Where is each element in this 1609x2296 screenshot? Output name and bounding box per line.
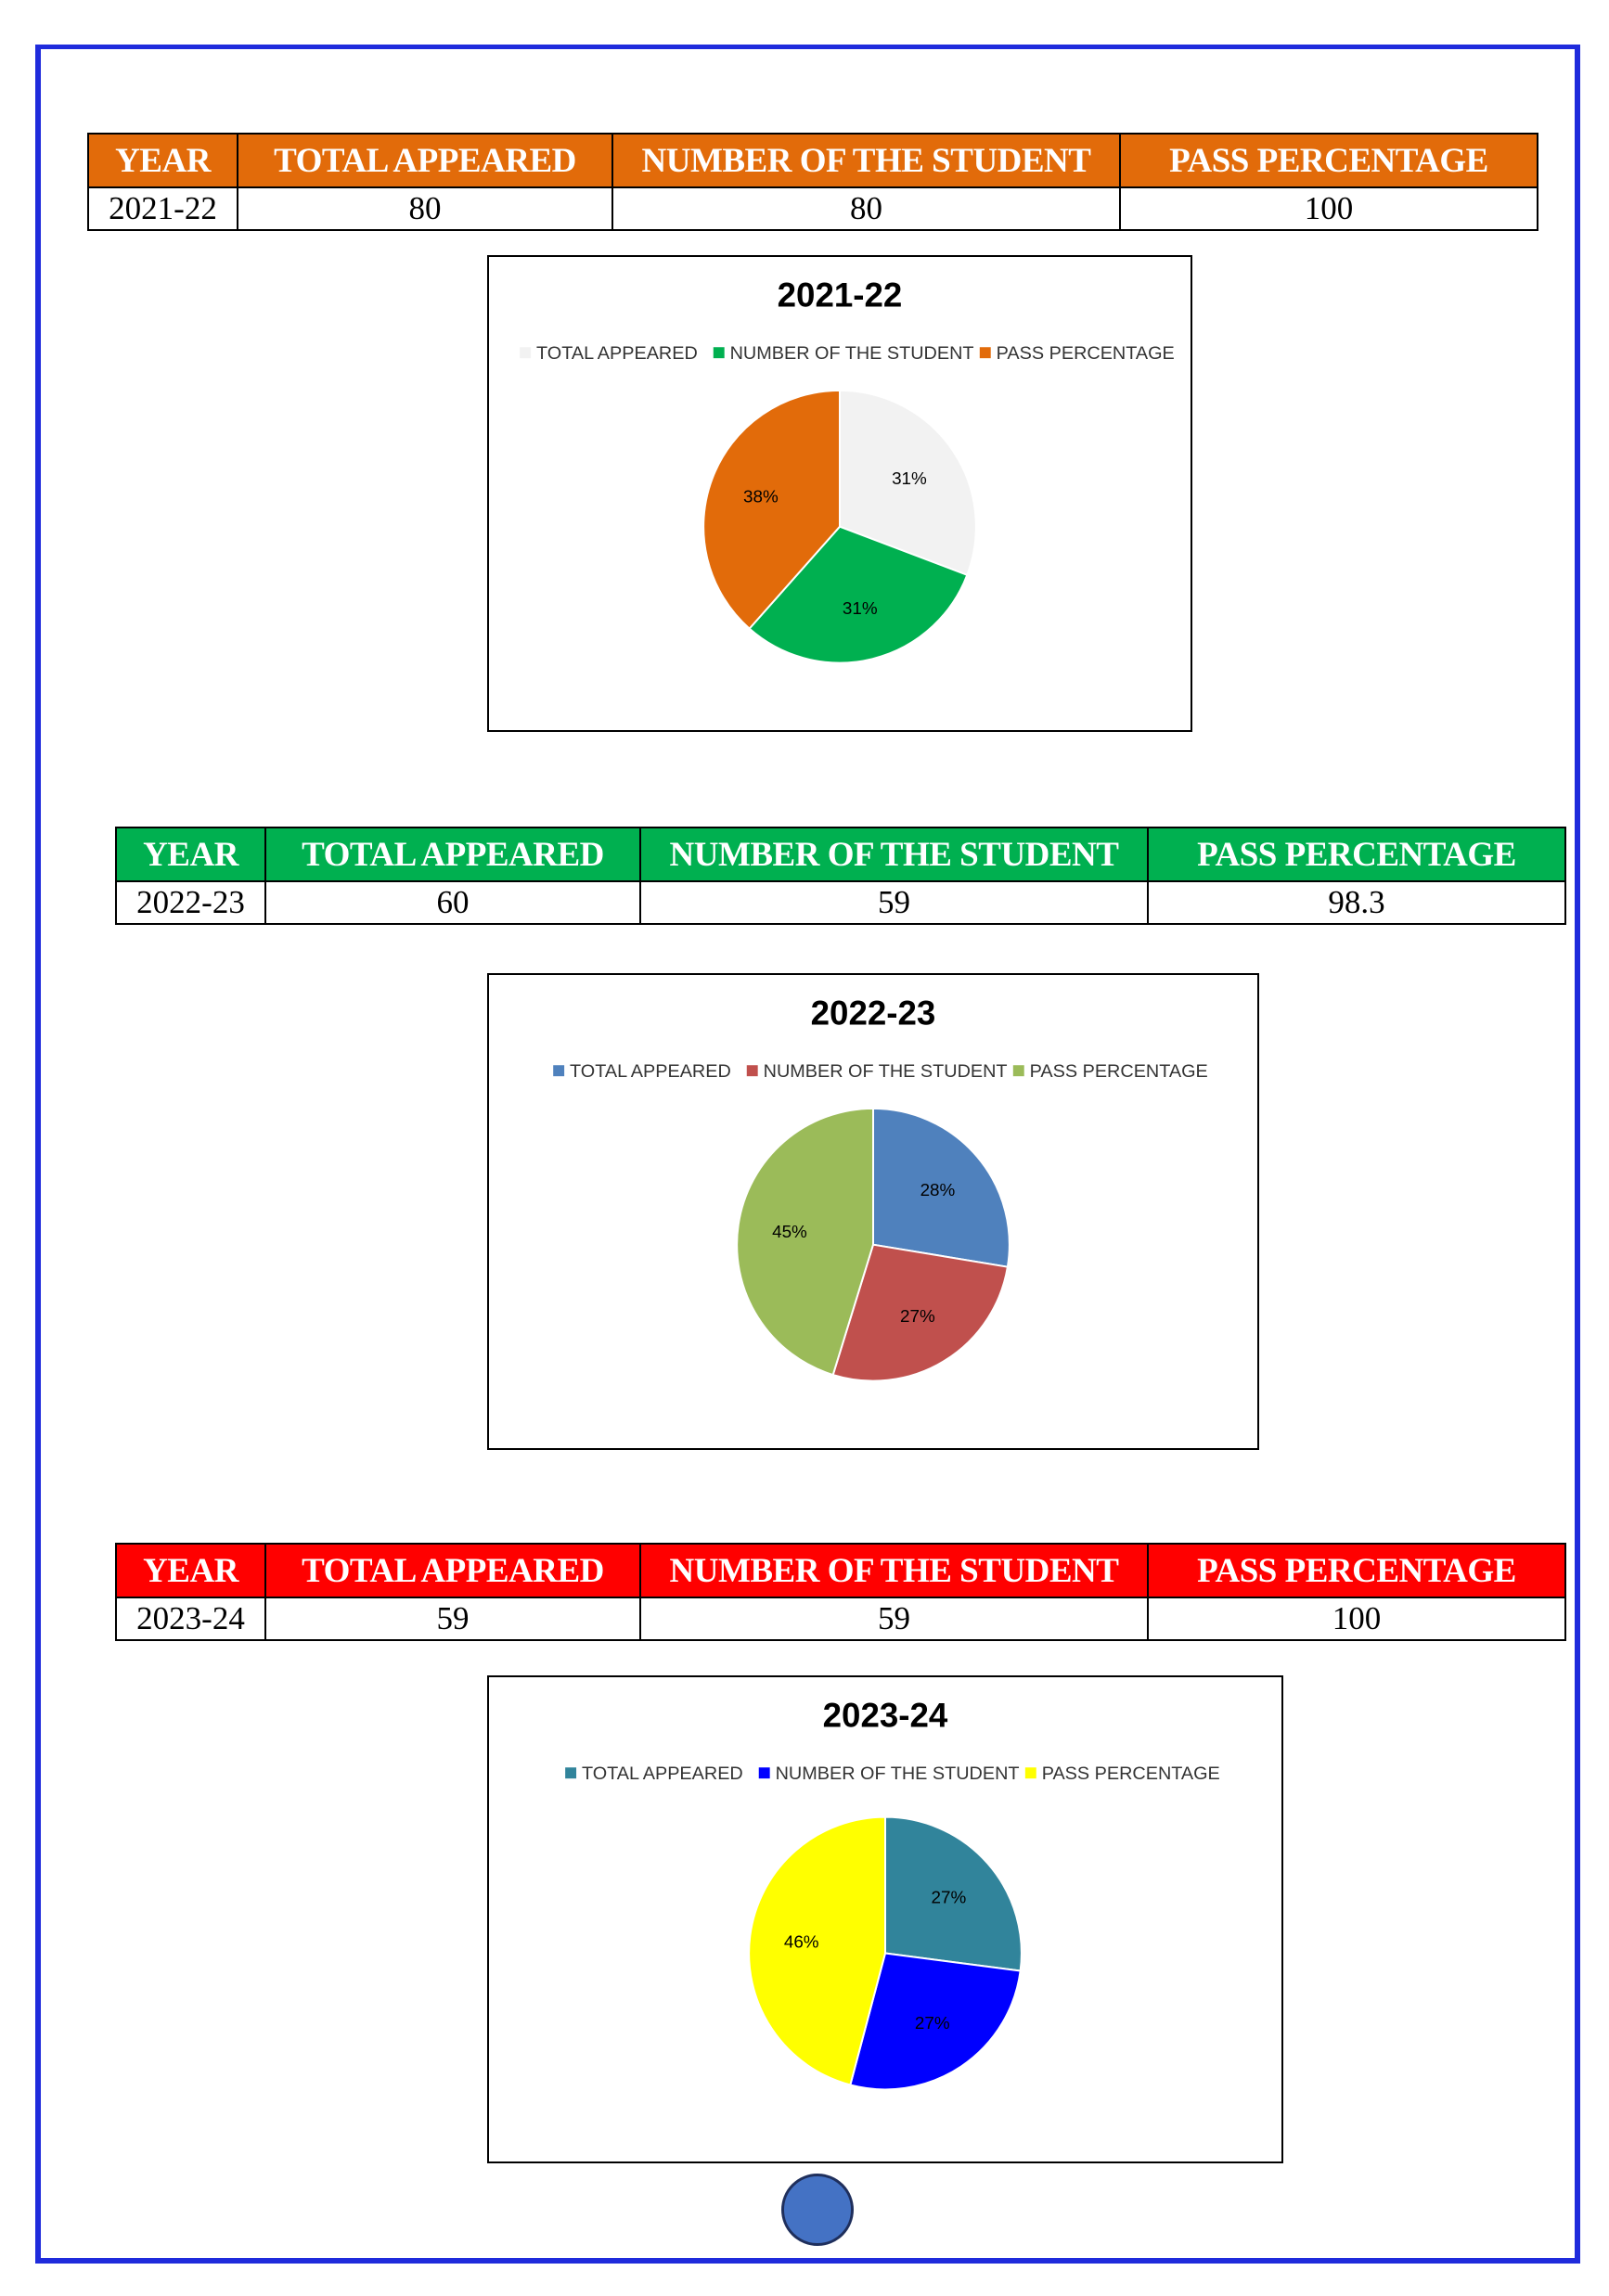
pass-percentage-header: PASS PERCENTAGE xyxy=(1148,827,1565,881)
table-row xyxy=(116,1597,1565,1640)
number-of-student-cell: 59 xyxy=(640,1597,1148,1640)
legend-swatch xyxy=(1025,1767,1036,1778)
table-row xyxy=(88,187,1538,230)
legend-label: NUMBER OF THE STUDENT xyxy=(729,343,974,365)
legend-label: TOTAL APPEARED xyxy=(582,1764,743,1785)
number-of-student-header: NUMBER OF THE STUDENT xyxy=(640,1544,1148,1597)
year-header: YEAR xyxy=(116,1544,265,1597)
legend-label: NUMBER OF THE STUDENT xyxy=(775,1764,1020,1785)
slice-data-label: 28% xyxy=(920,1179,956,1199)
legend-label: TOTAL APPEARED xyxy=(536,343,698,365)
year-cell: 2021-22 xyxy=(88,187,238,230)
table-header-row xyxy=(88,134,1538,187)
legend-item-number-of-the-student xyxy=(714,343,974,364)
legend-swatch xyxy=(1013,1065,1024,1076)
pie-chart-2023-24 xyxy=(487,1675,1283,2163)
legend-swatch xyxy=(565,1767,576,1778)
legend-item-total-appeared xyxy=(565,1764,743,1784)
legend-swatch xyxy=(553,1065,564,1076)
legend-item-total-appeared xyxy=(520,343,698,364)
pass-percentage-cell: 98.3 xyxy=(1148,881,1565,924)
legend-label: PASS PERCENTAGE xyxy=(996,343,1175,365)
number-of-student-cell: 59 xyxy=(640,881,1148,924)
pass-percentage-cell: 100 xyxy=(1148,1597,1565,1640)
number-of-student-cell: 80 xyxy=(612,187,1120,230)
pie-chart-svg xyxy=(489,1677,1281,2161)
chart-title: 2022-23 xyxy=(810,994,936,1033)
slice-data-label: 31% xyxy=(892,468,927,488)
number-of-student-header: NUMBER OF THE STUDENT xyxy=(612,134,1120,187)
total-appeared-header: TOTAL APPEARED xyxy=(265,827,640,881)
total-appeared-cell: 60 xyxy=(265,881,640,924)
pass-percentage-header: PASS PERCENTAGE xyxy=(1148,1544,1565,1597)
results-table-2021-22 xyxy=(87,133,1538,231)
chart-title: 2023-24 xyxy=(822,1696,948,1735)
slice-data-label: 27% xyxy=(931,1887,967,1907)
pie-chart-2021-22 xyxy=(487,255,1192,732)
chart-title: 2021-22 xyxy=(777,276,903,314)
legend-item-pass-percentage xyxy=(1013,1061,1208,1082)
total-appeared-header: TOTAL APPEARED xyxy=(238,134,612,187)
table-header-row xyxy=(116,827,1565,881)
pie-chart-2022-23 xyxy=(487,973,1259,1450)
table-header-row xyxy=(116,1544,1565,1597)
slice-data-label: 27% xyxy=(900,1306,935,1327)
pass-percentage-cell: 100 xyxy=(1120,187,1538,230)
results-table-2023-24 xyxy=(115,1543,1566,1641)
legend-label: PASS PERCENTAGE xyxy=(1029,1061,1208,1083)
page-number-circle xyxy=(781,2174,854,2246)
legend-swatch xyxy=(759,1767,770,1778)
legend-swatch xyxy=(714,347,725,358)
pass-percentage-header: PASS PERCENTAGE xyxy=(1120,134,1538,187)
year-cell: 2022-23 xyxy=(116,881,265,924)
legend-item-number-of-the-student xyxy=(747,1061,1008,1082)
legend-label: TOTAL APPEARED xyxy=(570,1061,731,1083)
table-row xyxy=(116,881,1565,924)
total-appeared-cell: 80 xyxy=(238,187,612,230)
year-cell: 2023-24 xyxy=(116,1597,265,1640)
slice-data-label: 46% xyxy=(783,1931,819,1952)
legend-label: NUMBER OF THE STUDENT xyxy=(763,1061,1008,1083)
year-header: YEAR xyxy=(116,827,265,881)
legend-item-pass-percentage xyxy=(980,343,1175,364)
legend-swatch xyxy=(747,1065,758,1076)
legend-item-number-of-the-student xyxy=(759,1764,1020,1784)
legend-swatch xyxy=(520,347,531,358)
legend-swatch xyxy=(980,347,991,358)
legend-item-pass-percentage xyxy=(1025,1764,1220,1784)
slice-data-label: 31% xyxy=(842,598,878,619)
number-of-student-header: NUMBER OF THE STUDENT xyxy=(640,827,1148,881)
slice-data-label: 27% xyxy=(914,2013,950,2033)
pie-chart-svg xyxy=(489,257,1191,730)
legend-item-total-appeared xyxy=(553,1061,731,1082)
pie-chart-svg xyxy=(489,975,1257,1448)
legend-label: PASS PERCENTAGE xyxy=(1041,1764,1220,1785)
total-appeared-cell: 59 xyxy=(265,1597,640,1640)
slice-data-label: 38% xyxy=(743,486,779,507)
slice-data-label: 45% xyxy=(772,1222,807,1242)
year-header: YEAR xyxy=(88,134,238,187)
results-table-2022-23 xyxy=(115,827,1566,925)
total-appeared-header: TOTAL APPEARED xyxy=(265,1544,640,1597)
